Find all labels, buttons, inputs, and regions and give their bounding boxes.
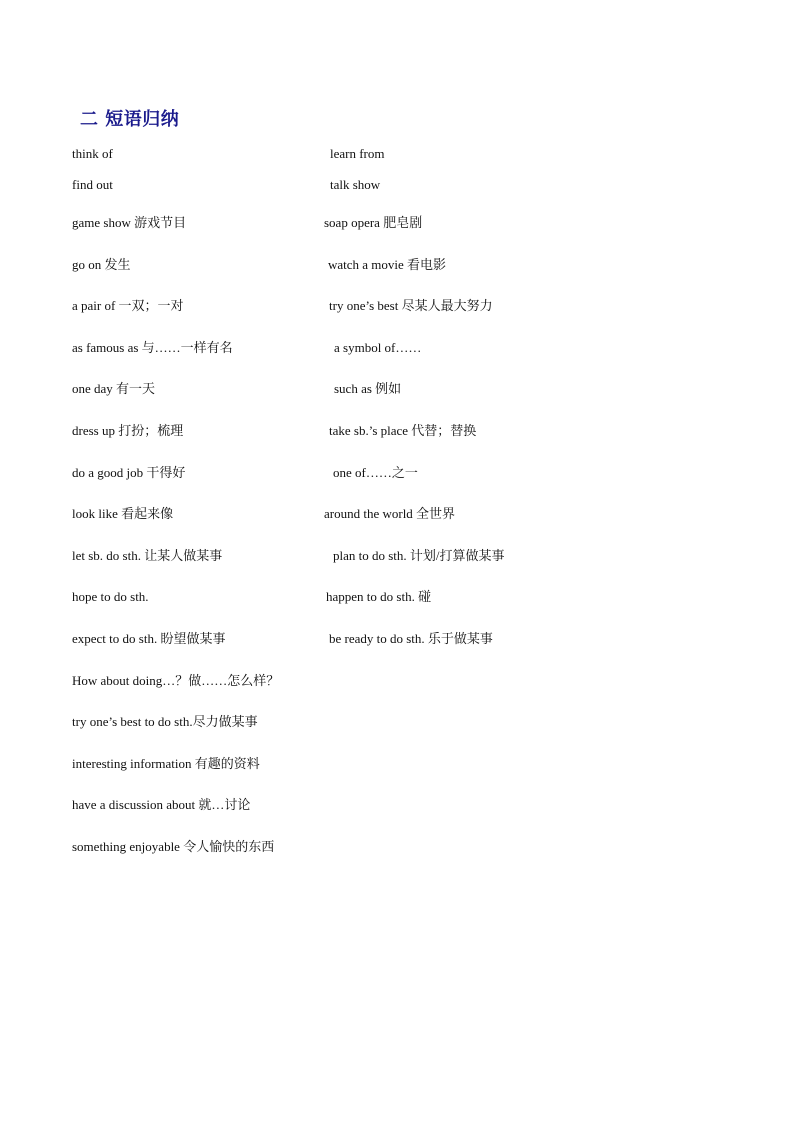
phrase-right: one of……之一 [333,465,418,480]
phrase-left: have a discussion about 就…讨论 [72,797,251,812]
phrase-right: happen to do sth. 碰 [326,589,432,604]
phrase-left: How about doing…？做……怎么样？ [72,673,280,688]
phrase-row [0,546,794,568]
phrase-row [0,504,794,526]
phrase-left: expect to do sth. 盼望做某事 [72,631,226,646]
phrase-left: do a good job 干得好 [72,465,186,480]
section-title: 二 短语归纳 [80,109,180,130]
phrase-left: as famous as 与……一样有名 [72,340,233,355]
phrase-left: something enjoyable 令人愉快的东西 [72,839,275,854]
phrase-left: look like 看起来像 [72,506,174,521]
phrase-left: one day 有一天 [72,381,156,396]
phrase-right: soap opera 肥皂剧 [324,215,423,230]
phrase-row [0,175,794,197]
phrase-right: try one’s best 尽某人最大努力 [329,298,493,313]
phrase-row [0,338,794,360]
phrase-row [0,587,794,609]
phrase-right: take sb.’s place 代替；替换 [329,423,477,438]
phrase-right: plan to do sth. 计划/打算做某事 [333,548,505,563]
phrase-left: find out [72,177,113,192]
phrase-row [0,671,794,693]
phrase-row [0,837,794,859]
phrase-row [0,379,794,401]
phrase-left: game show 游戏节目 [72,215,187,230]
phrase-row [0,421,794,443]
phrase-right: around the world 全世界 [324,506,456,521]
phrase-row [0,144,794,166]
phrase-row [0,712,794,734]
phrase-left: a pair of 一双；一对 [72,298,184,313]
phrase-row [0,795,794,817]
phrase-left: think of [72,146,113,161]
phrase-row [0,629,794,651]
phrase-row [0,213,794,235]
phrase-right: such as 例如 [334,381,402,396]
phrase-right: learn from [330,146,385,161]
phrase-row [0,255,794,277]
phrase-left: let sb. do sth. 让某人做某事 [72,548,223,563]
phrase-right: talk show [330,177,381,192]
phrase-row [0,296,794,318]
phrase-row [0,754,794,776]
phrase-left: interesting information 有趣的资料 [72,756,260,771]
phrase-right: be ready to do sth. 乐于做某事 [329,631,493,646]
phrase-left: go on 发生 [72,257,131,272]
phrase-right: a symbol of…… [334,340,422,355]
phrase-row [0,463,794,485]
phrase-right: watch a movie 看电影 [328,257,447,272]
phrase-left: hope to do sth. [72,589,149,604]
phrase-left: dress up 打扮；梳理 [72,423,184,438]
phrase-left: try one’s best to do sth.尽力做某事 [72,714,258,729]
